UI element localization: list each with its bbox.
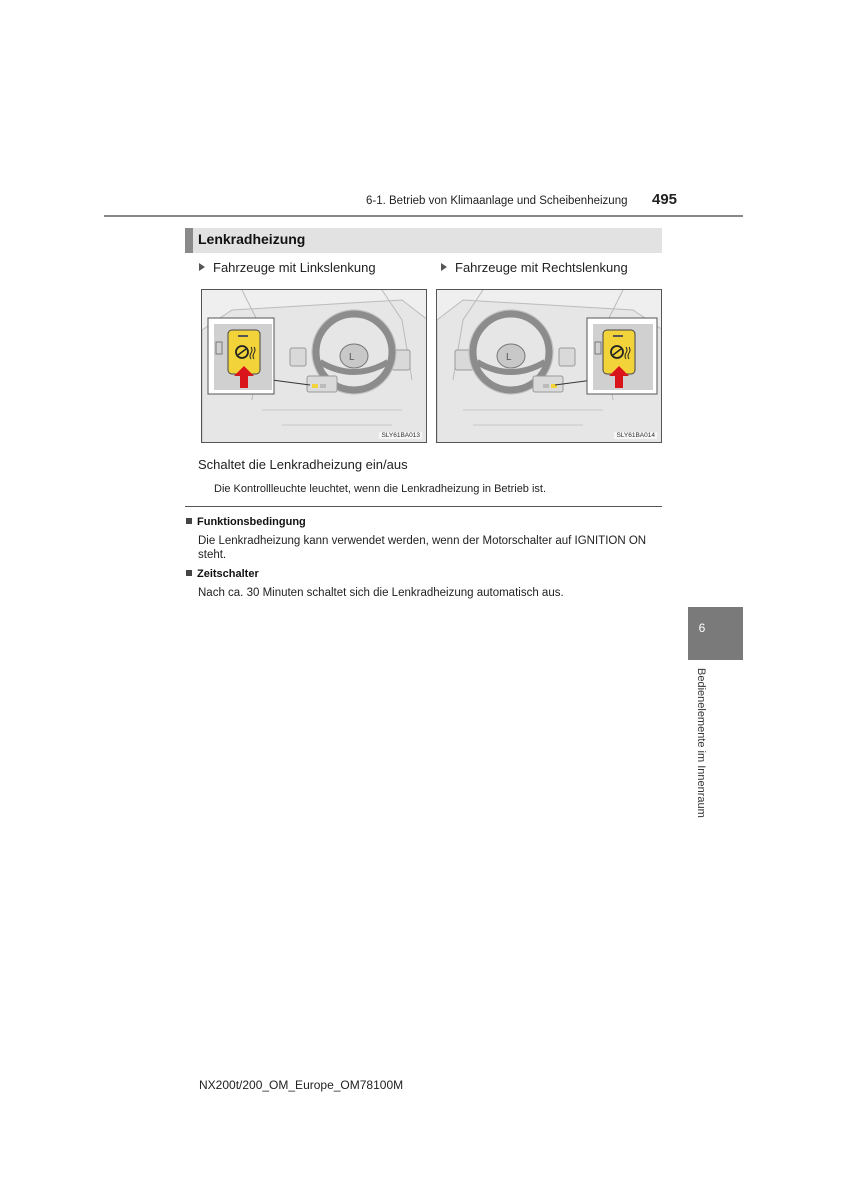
chapter-header-title: 6-1. Betrieb von Klimaanlage und Scheibenheizung bbox=[366, 195, 628, 207]
note-heading-text: Funktionsbedingung bbox=[197, 516, 306, 528]
svg-text:L: L bbox=[506, 352, 512, 363]
dashboard-illustration bbox=[202, 290, 427, 443]
variant-label-left-hand-drive bbox=[199, 260, 376, 275]
svg-text:L: L bbox=[349, 352, 355, 363]
note-heading-text: Zeitschalter bbox=[197, 568, 259, 580]
switch-description: Schaltet die Lenkradheizung ein/aus bbox=[198, 457, 408, 472]
page-number: 495 bbox=[652, 191, 678, 208]
note-text-timer: Nach ca. 30 Minuten schaltet sich die Lenkradheizung automatisch aus. bbox=[198, 587, 564, 599]
figure-right-hand-drive bbox=[436, 289, 662, 443]
chapter-side-label: Bedienelemente im Innenraum bbox=[695, 668, 707, 818]
figure-code: SLY61BA014 bbox=[616, 432, 655, 439]
section-title: Lenkradheizung bbox=[198, 231, 306, 247]
indicator-description: Die Kontrollleuchte leuchtet, wenn die Lenkradheizung in Betrieb ist. bbox=[214, 483, 547, 495]
note-heading-operating-condition bbox=[186, 516, 306, 528]
dashboard-illustration bbox=[437, 290, 662, 443]
triangle-bullet-icon bbox=[199, 263, 205, 271]
header-divider bbox=[104, 215, 743, 217]
note-text-operating-condition: Die Lenkradheizung kann verwendet werden, wenn der Motorschalter auf IGNITION ON steht. bbox=[198, 535, 647, 561]
variant-label-text: Fahrzeuge mit Rechtslenkung bbox=[455, 260, 628, 275]
variant-label-right-hand-drive bbox=[441, 260, 628, 275]
chapter-tab bbox=[688, 607, 743, 660]
variant-label-text: Fahrzeuge mit Linkslenkung bbox=[213, 260, 376, 275]
caption-divider bbox=[185, 506, 662, 507]
figure-left-hand-drive bbox=[201, 289, 427, 443]
square-bullet-icon bbox=[186, 518, 192, 524]
document-footer: NX200t/200_OM_Europe_OM78100M bbox=[199, 1078, 404, 1092]
triangle-bullet-icon bbox=[441, 263, 447, 271]
figure-code: SLY61BA013 bbox=[381, 432, 420, 439]
note-heading-timer bbox=[186, 568, 259, 580]
chapter-number: 6 bbox=[698, 621, 706, 635]
square-bullet-icon bbox=[186, 570, 192, 576]
section-heading-accent bbox=[185, 228, 193, 253]
